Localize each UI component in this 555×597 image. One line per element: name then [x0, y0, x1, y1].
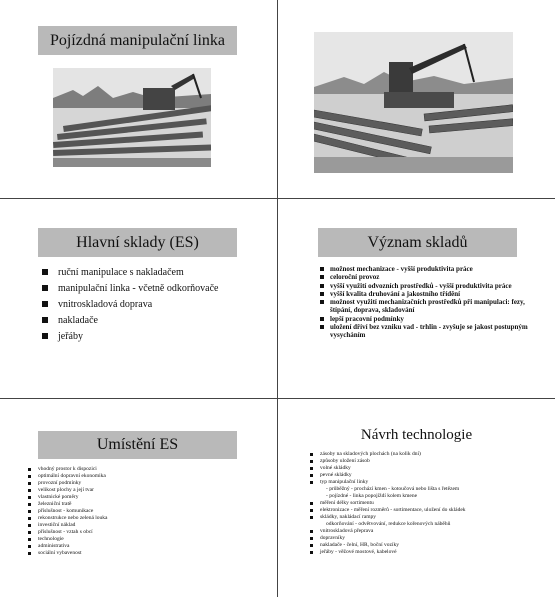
- slide-3-title: Hlavní sklady (ES): [38, 228, 237, 257]
- list-item: velikost plochy a její tvar: [26, 487, 256, 494]
- list-item: optimální dopravní ekonomika: [26, 473, 256, 480]
- list-item: provozní podmínky: [26, 480, 256, 487]
- list-item: investiční náklad: [26, 522, 256, 529]
- slide-5: [0, 399, 277, 597]
- list-item: elektronizace - měření rozměrů - sortimentace, uložení do skládek: [308, 507, 543, 514]
- list-item: vnitroskladová přeprava: [308, 528, 543, 535]
- list-item: příslušnost - vztah s obcí: [26, 529, 256, 536]
- list-item: možnost mechanizace - vyšší produktivita práce: [320, 265, 530, 273]
- slide-4-title: Význam skladů: [318, 228, 517, 257]
- list-item: nakladače: [42, 313, 267, 329]
- slide-6: [278, 399, 555, 597]
- list-item: vnitroskladová doprava: [42, 297, 267, 313]
- list-item: pevné skládky: [308, 472, 543, 479]
- slide-1-title: Pojízdná manipulační linka: [38, 26, 237, 55]
- slide-3: [0, 199, 277, 398]
- slide-6-bullet-list: [308, 451, 543, 556]
- list-item: možnost využití mechanizačních prostředků při manipulaci: fezy, štípání, doprava, skladování: [320, 298, 530, 315]
- list-item: zásoby na skladových plochách (na kolik dní): [308, 451, 543, 458]
- slide-5-title: Umístění ES: [38, 431, 237, 459]
- slide-4: [278, 199, 555, 398]
- list-item: rekonstrukce nebo zelená louka: [26, 515, 256, 522]
- list-item: dopravníky: [308, 535, 543, 542]
- list-item: ruční manipulace s nakladačem: [42, 265, 267, 281]
- slide-6-title: Návrh technologie: [360, 427, 473, 443]
- list-item: jeřáby: [42, 329, 267, 345]
- list-item: - průběžný - prochází kmen - kotoučová nebo lišta s řetězem: [326, 486, 460, 492]
- list-item: vyšší kvalita druhování a jakostního třídění: [320, 290, 530, 298]
- list-item: administrativa: [26, 543, 256, 550]
- list-item: uložení dříví bez vzniku vad - trhlin - zvyšuje se jakost postupným vysycháním: [320, 323, 530, 340]
- list-item: sociální vybavenost: [26, 550, 256, 557]
- list-item: nakladače - čelní, HR, boční vozíky: [308, 542, 543, 549]
- slide-2: [278, 0, 555, 198]
- slide-5-bullet-list: [26, 466, 256, 557]
- list-item: technologie: [26, 536, 256, 543]
- list-item: příslušnost - komunikace: [26, 508, 256, 515]
- list-item: odkorňování - odvětvování, redukce kořenových náběhů: [326, 521, 451, 527]
- slide-3-bullet-list: [42, 265, 267, 345]
- list-item: - pojízdné - linka popojíždí kolem kmene: [326, 493, 418, 499]
- list-item: vlastnické poměry: [26, 494, 256, 501]
- list-item: lepší pracovní podmínky: [320, 315, 530, 323]
- list-item: měření délky sortimentu: [308, 500, 543, 507]
- list-item: železniční tratě: [26, 501, 256, 508]
- list-item: vyšší využití odvozních prostředků - vyšší produktivita práce: [320, 282, 530, 290]
- list-item: vhodný prostor k dispozici: [26, 466, 256, 473]
- list-item: jeřáby - věžové mostové, kabelové: [308, 549, 543, 556]
- list-item: způsoby uložení zásob: [308, 458, 543, 465]
- list-item: volné skládky: [308, 465, 543, 472]
- slide-4-bullet-list: [320, 265, 530, 340]
- list-item: typ manipulační linky: [308, 479, 543, 486]
- list-item: skládky, nakládací rampy: [308, 514, 543, 521]
- slide-1: [0, 0, 277, 198]
- timber-crane-photo: [314, 32, 513, 173]
- log-loader-photo: [53, 68, 211, 167]
- list-item: manipulační linka - včetně odkorňovače: [42, 281, 267, 297]
- list-item: celoroční provoz: [320, 273, 530, 281]
